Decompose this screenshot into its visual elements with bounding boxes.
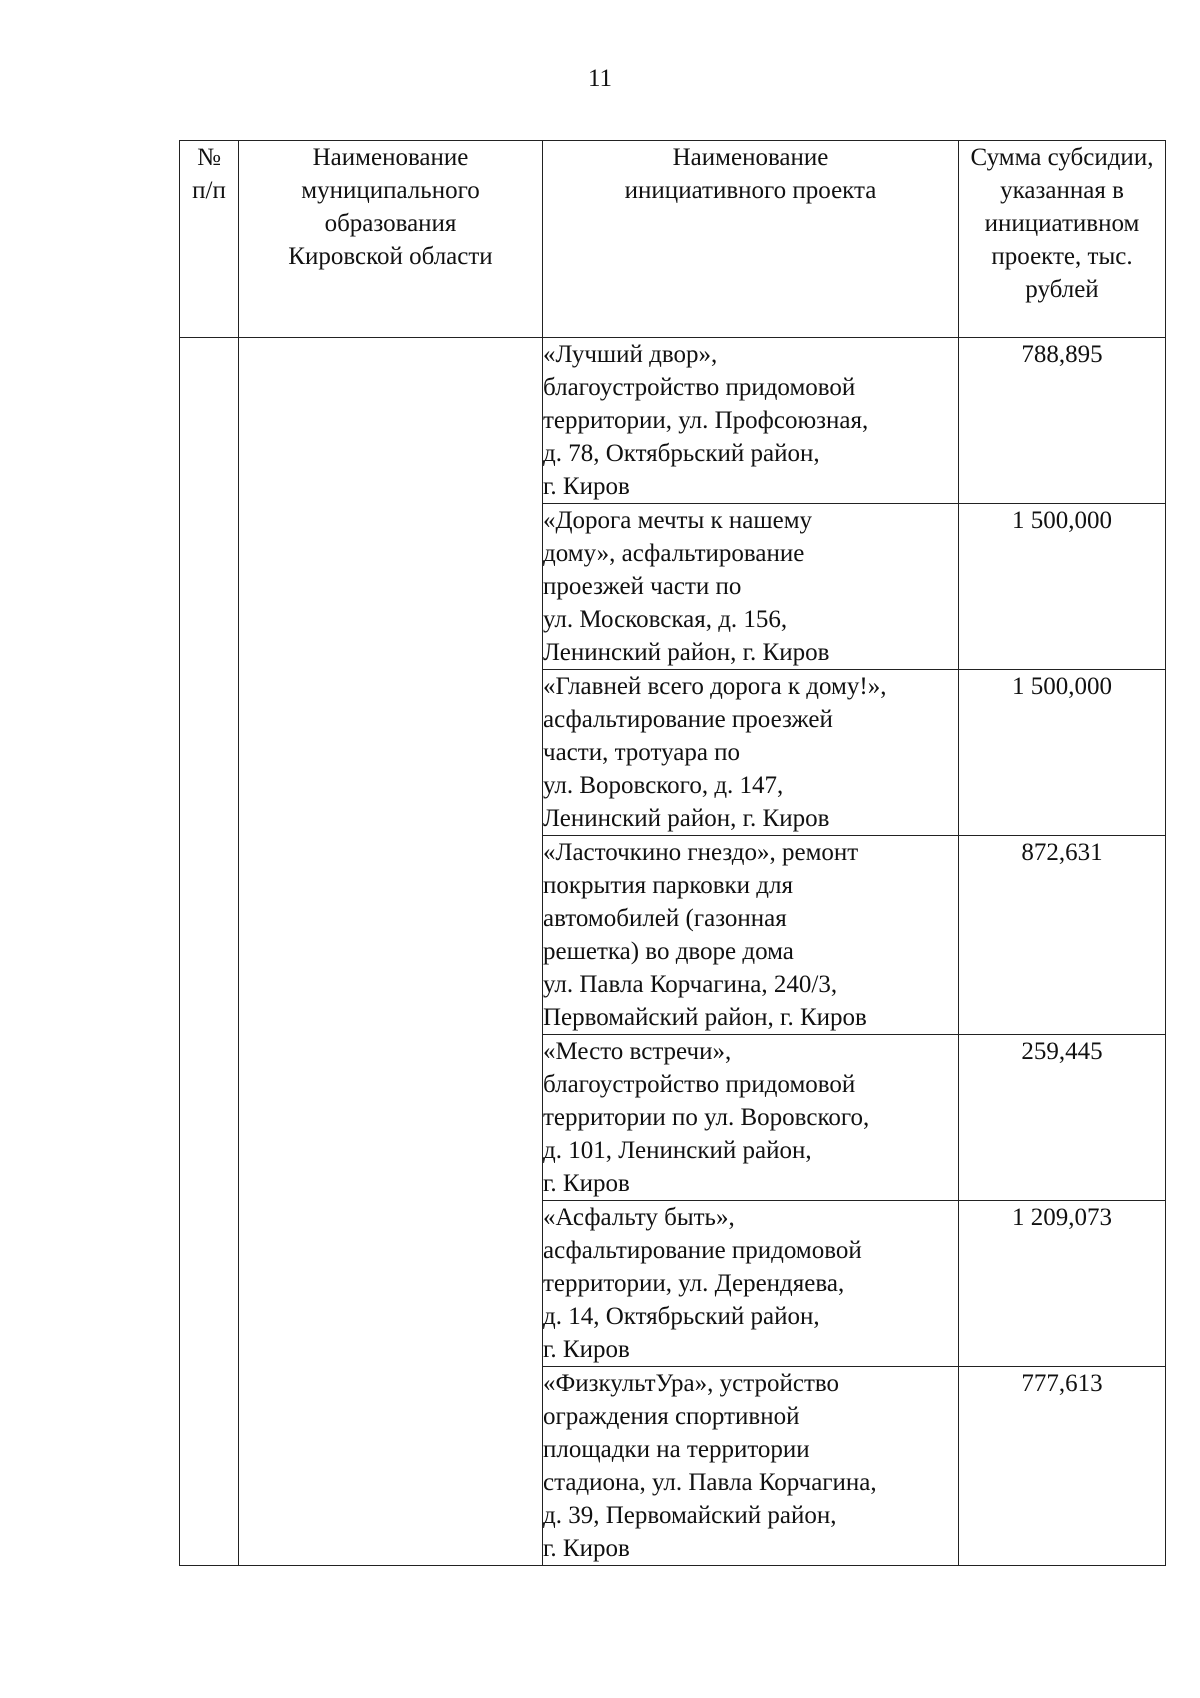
project-name-line: покрытия парковки для (543, 872, 793, 899)
project-name-line: Первомайский район, г. Киров (543, 1004, 867, 1031)
project-name-line: асфальтирование проезжей (543, 706, 833, 733)
project-name-line: Ленинский район, г. Киров (543, 805, 830, 832)
project-name-line: д. 14, Октябрьский район, (543, 1303, 820, 1330)
header-project-label: Наименование инициативного проекта (624, 144, 877, 204)
project-name-cell (543, 504, 959, 670)
project-name-line: благоустройство придомовой (543, 1071, 856, 1098)
subsidy-amount-cell: 1 500,000 (959, 670, 1166, 836)
project-name-line: решетка) во дворе дома (543, 938, 794, 965)
project-name-line: г. Киров (543, 1336, 630, 1363)
project-name-line: территории, ул. Профсоюзная, (543, 407, 869, 434)
project-name-cell (543, 338, 959, 504)
project-name-line: ул. Воровского, д. 147, (543, 772, 784, 799)
project-name-line: «Место встречи», (543, 1038, 732, 1065)
project-name-line: Ленинский район, г. Киров (543, 639, 830, 666)
project-name-line: «Асфальту быть», (543, 1204, 735, 1231)
subsidy-table (179, 140, 1166, 1566)
project-name-cell (543, 1367, 959, 1566)
header-municipality-label: Наименование муниципального образования Кировской области (288, 144, 493, 270)
project-name-cell (543, 836, 959, 1035)
subsidy-amount-cell: 872,631 (959, 836, 1166, 1035)
project-name-line: «Лучший двор», (543, 341, 718, 368)
project-name-line: д. 101, Ленинский район, (543, 1137, 812, 1164)
subsidy-amount-cell: 259,445 (959, 1035, 1166, 1201)
project-name-line: «ФизкультУра», устройство (543, 1370, 840, 1397)
project-name-line: части, тротуара по (543, 739, 741, 766)
header-number-label: № п/п (192, 144, 226, 204)
project-name-line: территории по ул. Воровского, (543, 1104, 870, 1131)
project-name-line: «Дорога мечты к нашему (543, 507, 813, 534)
header-sum (959, 141, 1166, 338)
project-name-line: площадки на территории (543, 1436, 810, 1463)
project-name-line: д. 39, Первомайский район, (543, 1502, 837, 1529)
project-name-line: ограждения спортивной (543, 1403, 800, 1430)
subsidy-amount-cell: 1 209,073 (959, 1201, 1166, 1367)
project-name-line: проезжей части по (543, 573, 742, 600)
header-number (180, 141, 239, 338)
project-name-line: территории, ул. Дерендяева, (543, 1270, 845, 1297)
table-row (180, 338, 1166, 504)
subsidy-amount-cell: 777,613 (959, 1367, 1166, 1566)
project-name-line: ул. Московская, д. 156, (543, 606, 788, 633)
project-name-line: «Ласточкино гнездо», ремонт (543, 839, 859, 866)
project-name-line: д. 78, Октябрьский район, (543, 440, 820, 467)
project-name-line: ул. Павла Корчагина, 240/3, (543, 971, 838, 998)
page-number: 11 (587, 65, 613, 92)
header-project (543, 141, 959, 338)
header-sum-label: Сумма субсидии, указанная в инициативном проекте, тыс. рублей (970, 144, 1154, 303)
project-name-line: асфальтирование придомовой (543, 1237, 862, 1264)
project-name-line: г. Киров (543, 1535, 630, 1562)
project-name-line: «Главней всего дорога к дому!», (543, 673, 887, 700)
municipality-cell (239, 338, 543, 1566)
project-name-line: г. Киров (543, 473, 630, 500)
subsidy-amount-cell: 788,895 (959, 338, 1166, 504)
project-name-line: г. Киров (543, 1170, 630, 1197)
project-name-line: дому», асфальтирование (543, 540, 805, 567)
header-municipality (239, 141, 543, 338)
project-name-line: благоустройство придомовой (543, 374, 856, 401)
project-name-cell (543, 1035, 959, 1201)
table-header-row (180, 141, 1166, 338)
project-name-cell (543, 1201, 959, 1367)
row-number-cell (180, 338, 239, 1566)
project-name-cell (543, 670, 959, 836)
project-name-line: автомобилей (газонная (543, 905, 787, 932)
project-name-line: стадиона, ул. Павла Корчагина, (543, 1469, 877, 1496)
subsidy-amount-cell: 1 500,000 (959, 504, 1166, 670)
